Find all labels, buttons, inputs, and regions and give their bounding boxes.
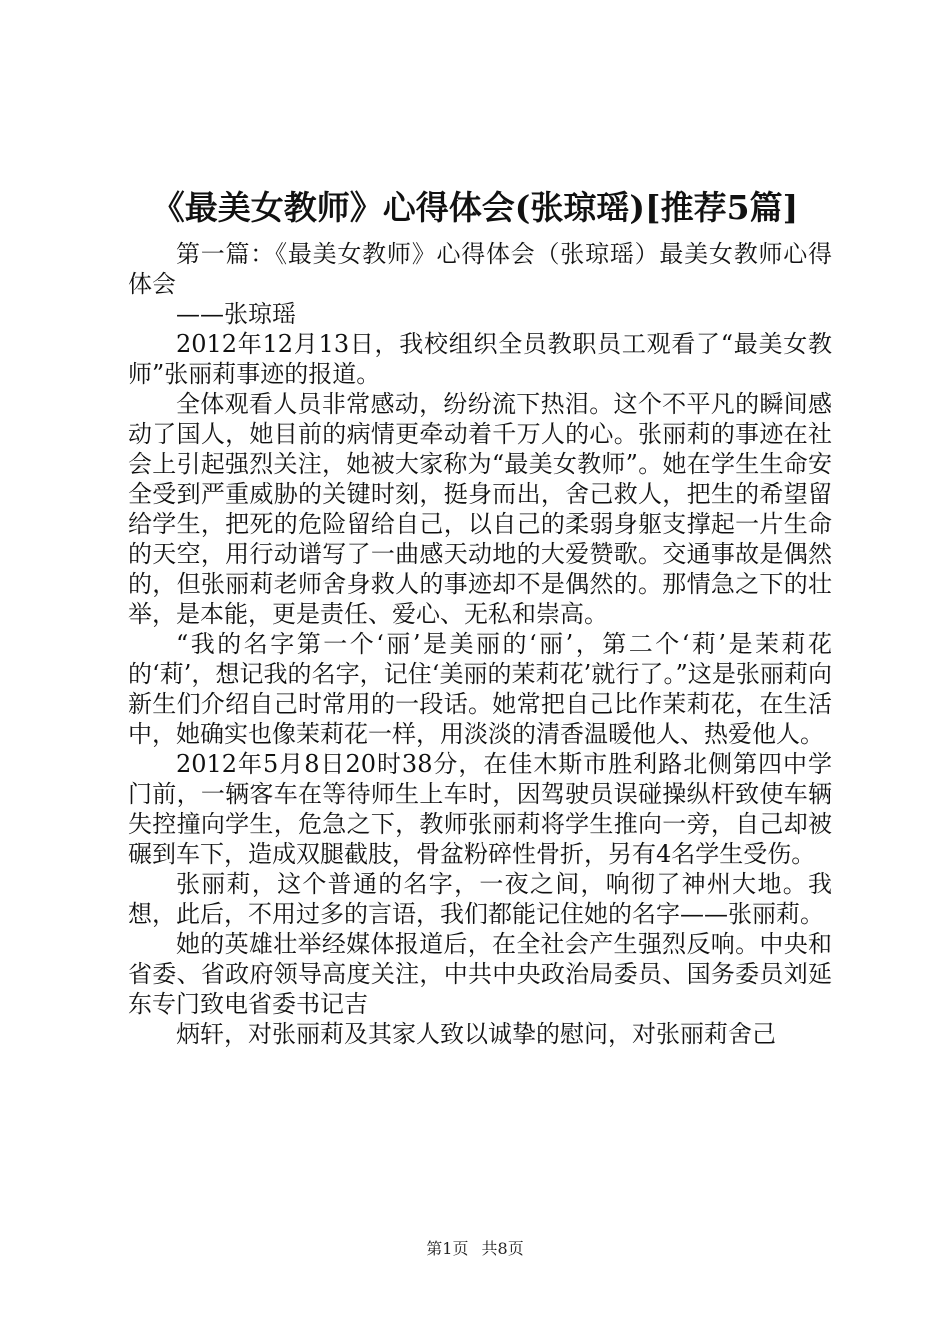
page-number: 第1页 (426, 1239, 469, 1258)
paragraph: ——张琼瑶 (176, 300, 296, 328)
paragraph: “我的名字第一个‘丽’是美丽的‘丽’，第二个‘莉’是茉莉花的‘莉’，想记我的名字，记住‘美丽的茉莉花’就行了。”这是张丽莉向新生们介绍自己时常用的一段话。她常把自己比作茉莉花，在生活中，她确实也像茉莉花一样，用淡淡的清香温暖他人、热爱他人。 (128, 630, 832, 748)
paragraph: 第一篇：《最美女教师》心得体会（张琼瑶）最美女教师心得体会 (128, 240, 832, 298)
page-total: 共8页 (481, 1239, 524, 1258)
paragraph: 2012年12月13日，我校组织全员教职员工观看了“最美女教师”张丽莉事迹的报道。 (128, 330, 832, 388)
document-body (128, 239, 832, 1049)
document-title: 《最美女教师》心得体会(张琼瑶)[推荐5篇] (151, 188, 799, 227)
paragraph: 炳轩，对张丽莉及其家人致以诚挚的慰问，对张丽莉舍己 (176, 1020, 776, 1048)
paragraph: 她的英雄壮举经媒体报道后，在全社会产生强烈反响。中央和省委、省政府领导高度关注，中共中央政治局委员、国务委员刘延东专门致电省委书记吉 (128, 930, 832, 1018)
paragraph: 张丽莉，这个普通的名字，一夜之间，响彻了神州大地。我想，此后，不用过多的言语，我们都能记住她的名字——张丽莉。 (128, 870, 832, 928)
paragraph: 全体观看人员非常感动，纷纷流下热泪。这个不平凡的瞬间感动了国人，她目前的病情更牵动着千万人的心。张丽莉的事迹在社会上引起强烈关注，她被大家称为“最美女教师”。她在学生生命安全受到严重威胁的关键时刻，挺身而出，舍己救人，把生的希望留给学生，把死的危险留给自己，以自己的柔弱身躯支撑起一片生命的天空，用行动谱写了一曲感天动地的大爱赞歌。交通事故是偶然的，但张丽莉老师舍身救人的事迹却不是偶然的。那情急之下的壮举，是本能，更是责任、爱心、无私和崇高。 (128, 390, 832, 628)
page-footer (0, 1238, 950, 1260)
paragraph: 2012年5月8日20时38分，在佳木斯市胜利路北侧第四中学门前，一辆客车在等待师生上车时，因驾驶员误碰操纵杆致使车辆失控撞向学生，危急之下，教师张丽莉将学生推向一旁，自己却被碾到车下，造成双腿截肢，骨盆粉碎性骨折，另有4名学生受伤。 (128, 750, 832, 868)
